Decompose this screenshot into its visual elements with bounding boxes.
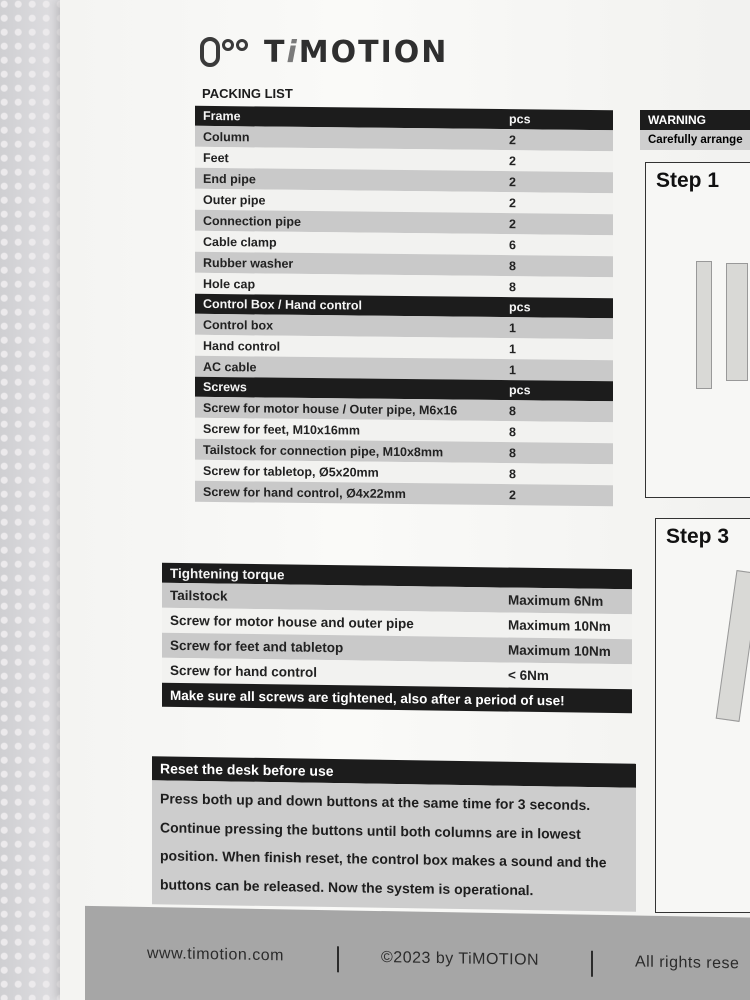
item-qty: 8 bbox=[501, 421, 613, 443]
item-name: Cable clamp bbox=[195, 231, 501, 255]
item-qty: 2 bbox=[501, 150, 613, 172]
torque-value: Maximum 10Nm bbox=[500, 612, 632, 639]
item-qty: 8 bbox=[501, 400, 613, 422]
item-qty: 8 bbox=[501, 463, 613, 485]
qty-header: pcs bbox=[501, 297, 613, 318]
torque-value: Maximum 10Nm bbox=[500, 637, 632, 664]
footer-divider bbox=[591, 951, 593, 977]
step-1-illustration-column bbox=[726, 263, 748, 381]
item-qty: 1 bbox=[501, 359, 613, 381]
item-name: Screw for hand control, Ø4x22mm bbox=[195, 481, 501, 505]
item-qty: 8 bbox=[501, 442, 613, 464]
item-name: Feet bbox=[195, 147, 501, 171]
reset-line: position. When finish reset, the control box makes a sound and the bbox=[160, 847, 607, 871]
torque-title: Tightening torque bbox=[162, 563, 632, 590]
torque-item: Screw for motor house and outer pipe bbox=[162, 608, 500, 638]
torque-value: Maximum 6Nm bbox=[500, 587, 632, 614]
packing-list-title: PACKING LIST bbox=[202, 86, 293, 101]
torque-item: Tailstock bbox=[162, 583, 500, 613]
step-3-illustration bbox=[716, 570, 750, 722]
logo-icon bbox=[200, 37, 248, 67]
warning-text: Carefully arrange bbox=[640, 130, 750, 150]
item-name: Rubber washer bbox=[195, 252, 501, 276]
item-name: Outer pipe bbox=[195, 189, 501, 213]
step-1-panel bbox=[645, 162, 750, 498]
page-footer bbox=[85, 906, 750, 1000]
timotion-logo bbox=[200, 30, 448, 74]
item-name: Connection pipe bbox=[195, 210, 501, 234]
torque-value: < 6Nm bbox=[500, 662, 632, 689]
torque-item: Screw for feet and tabletop bbox=[162, 633, 500, 663]
item-qty: 2 bbox=[501, 192, 613, 214]
warning-box bbox=[640, 110, 750, 150]
item-name: Screw for tabletop, Ø5x20mm bbox=[195, 460, 501, 484]
item-name: Hole cap bbox=[195, 273, 501, 297]
item-name: Hand control bbox=[195, 335, 501, 359]
item-qty: 2 bbox=[501, 171, 613, 193]
item-qty: 8 bbox=[501, 255, 613, 277]
item-name: Control box bbox=[195, 314, 501, 338]
item-name: Tailstock for connection pipe, M10x8mm bbox=[195, 439, 501, 463]
step-1-title: Step 1 bbox=[656, 169, 720, 192]
torque-note: Make sure all screws are tightened, also after a period of use! bbox=[162, 683, 632, 714]
step-3-title: Step 3 bbox=[666, 525, 730, 548]
group-title: Control Box / Hand control bbox=[195, 294, 501, 317]
item-qty: 2 bbox=[501, 213, 613, 235]
logo-text: TiMOTION bbox=[264, 34, 449, 70]
item-qty: 8 bbox=[501, 276, 613, 298]
item-name: AC cable bbox=[195, 356, 501, 380]
footer-copyright: ©2023 by TiMOTION bbox=[381, 949, 540, 969]
item-qty: 1 bbox=[501, 338, 613, 360]
tightening-torque-table bbox=[162, 563, 632, 714]
item-qty: 6 bbox=[501, 234, 613, 256]
warning-title: WARNING bbox=[640, 110, 750, 130]
item-name: Column bbox=[195, 126, 501, 150]
reset-title: Reset the desk before use bbox=[152, 756, 636, 788]
reset-line: Press both up and down buttons at the same time for 3 seconds. bbox=[160, 790, 591, 814]
item-qty: 2 bbox=[501, 484, 613, 506]
step-1-illustration bbox=[696, 261, 712, 389]
footer-website: www.timotion.com bbox=[147, 944, 284, 965]
packing-list-table bbox=[195, 106, 613, 506]
group-title: Frame bbox=[195, 106, 501, 129]
item-qty: 1 bbox=[501, 317, 613, 339]
footer-rights: All rights rese bbox=[635, 953, 740, 973]
item-name: Screw for motor house / Outer pipe, M6x16 bbox=[195, 397, 501, 421]
qty-header: pcs bbox=[501, 109, 613, 130]
qty-header: pcs bbox=[501, 380, 613, 401]
reset-instructions bbox=[152, 756, 636, 912]
reset-line: buttons can be released. Now the system is operational. bbox=[160, 875, 534, 898]
reset-line: Continue pressing the buttons until both columns are in lowest bbox=[160, 818, 581, 842]
table-row bbox=[195, 481, 613, 506]
item-name: Screw for feet, M10x16mm bbox=[195, 418, 501, 442]
reset-body bbox=[152, 780, 636, 912]
item-qty: 2 bbox=[501, 129, 613, 151]
step-3-panel bbox=[655, 518, 750, 913]
torque-item: Screw for hand control bbox=[162, 658, 500, 688]
footer-divider bbox=[337, 946, 339, 972]
group-title: Screws bbox=[195, 377, 501, 400]
item-name: End pipe bbox=[195, 168, 501, 192]
